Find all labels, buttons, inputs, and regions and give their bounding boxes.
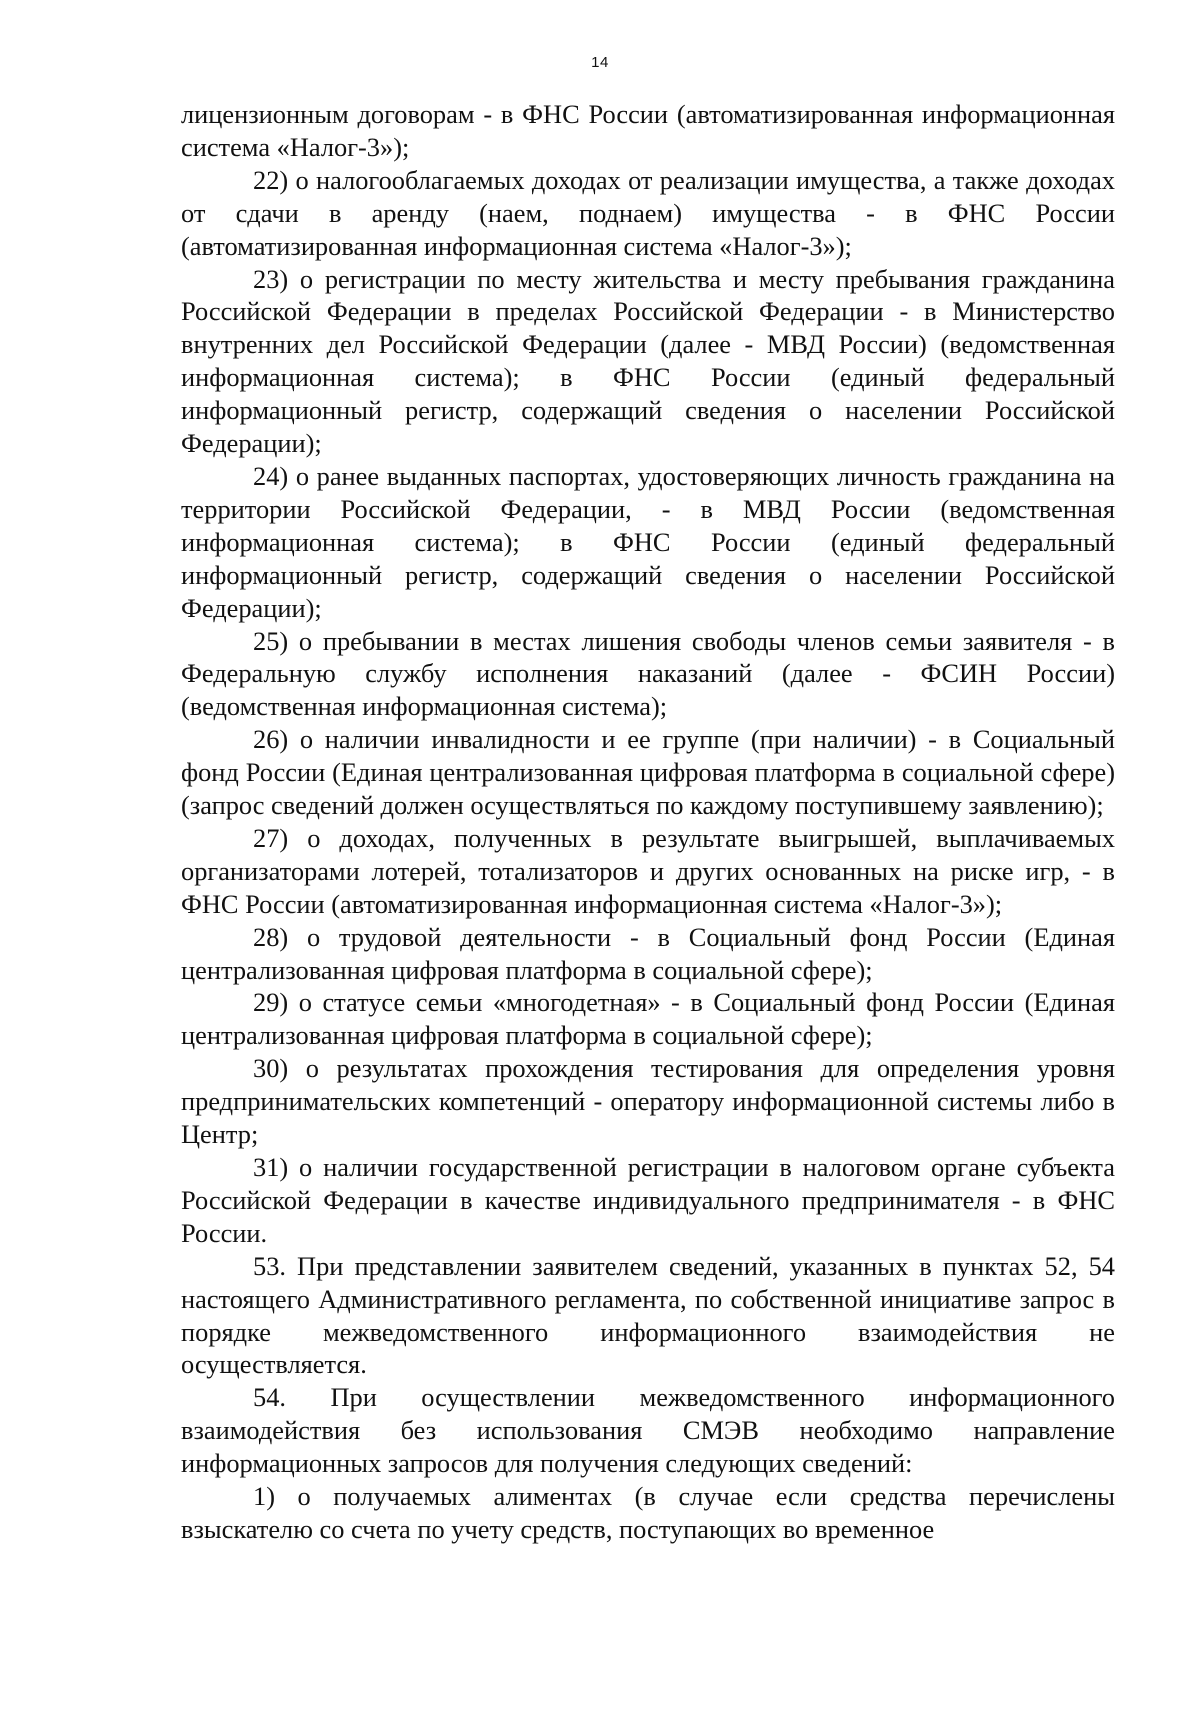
document-body bbox=[181, 98, 1115, 1546]
paragraph-item-22: 22) о налогооблагаемых доходах от реализации имущества, а также доходах от сдачи в аренду (наем, поднаем) имущества - в ФНС России (автоматизированная информационная система «Налог-3»); bbox=[181, 164, 1115, 261]
paragraph-item-25: 25) о пребывании в местах лишения свободы членов семьи заявителя - в Федеральную службу исполнения наказаний (далее - ФСИН России) (ведомственная информационная система); bbox=[181, 625, 1115, 722]
paragraph-item-26: 26) о наличии инвалидности и ее группе (при наличии) - в Социальный фонд России (Единая централизованная цифровая платформа в социальной сфере) (запрос сведений должен осуществляться по каждому поступившему заявлению); bbox=[181, 724, 1115, 821]
paragraph-clause-54-item-1: 1) о получаемых алиментах (в случае если средства перечислены взыскателю со счета по учету средств, поступающих во временное bbox=[181, 1481, 1115, 1544]
paragraph-clause-54: 54. При осуществлении межведомственного информационного взаимодействия без использования СМЭВ необходимо направление информационных запросов для получения следующих сведений: bbox=[181, 1382, 1115, 1479]
paragraph-item-27: 27) о доходах, полученных в результате выигрышей, выплачиваемых организаторами лотерей, тотализаторов и других основанных на риске игр, - в ФНС России (автоматизированная информационная система «Налог-3»); bbox=[181, 822, 1115, 919]
paragraph-continuation: лицензионным договорам - в ФНС России (автоматизированная информационная система «Налог-3»); bbox=[181, 99, 1115, 162]
paragraph-item-31: 31) о наличии государственной регистрации в налоговом органе субъекта Российской Федерации в качестве индивидуального предпринимателя - в ФНС России. bbox=[181, 1152, 1115, 1248]
paragraph-item-24: 24) о ранее выданных паспортах, удостоверяющих личность гражданина на территории Российской Федерации, - в МВД России (ведомственная информационная система); в ФНС России (единый федеральный информационный регистр, содержащий сведения о населении Российской Федерации); bbox=[181, 460, 1115, 623]
paragraph-item-28: 28) о трудовой деятельности - в Социальный фонд России (Единая централизованная цифровая платформа в социальной сфере); bbox=[181, 921, 1115, 985]
paragraph-item-29: 29) о статусе семьи «многодетная» - в Социальный фонд России (Единая централизованная цифровая платформа в социальной сфере); bbox=[181, 987, 1115, 1051]
page-number: 14 bbox=[591, 54, 609, 71]
paragraph-clause-53: 53. При представлении заявителем сведений, указанных в пунктах 52, 54 настоящего Административного регламента, по собственной инициативе запрос в порядке межведомственного информационного взаимодействия не осуществляется. bbox=[181, 1250, 1115, 1380]
paragraph-item-30: 30) о результатах прохождения тестирования для определения уровня предпринимательских компетенций - оператору информационной системы либо в Центр; bbox=[181, 1053, 1115, 1150]
paragraph-item-23: 23) о регистрации по месту жительства и месту пребывания гражданина Российской Федерации в пределах Российской Федерации - в Министерство внутренних дел Российской Федерации (далее - МВД России) (ведомственная информационная система); в ФНС России (единый федеральный информационный регистр, содержащий сведения о населении Российской Федерации); bbox=[181, 263, 1115, 459]
